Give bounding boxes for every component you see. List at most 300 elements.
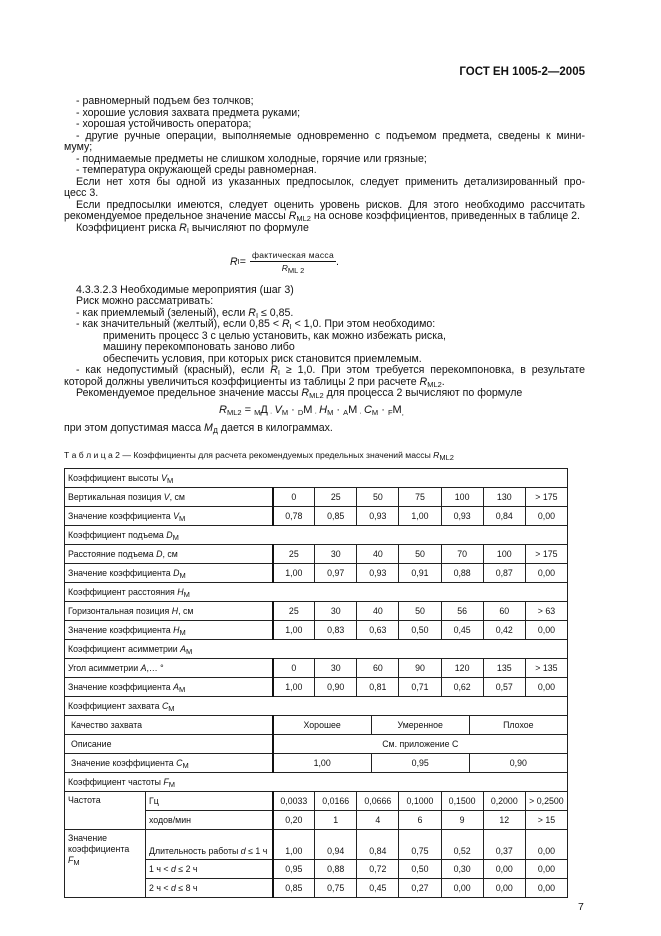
value-cell: 0,0166	[315, 792, 357, 811]
text: Угол асимметрии	[68, 663, 141, 673]
coefficient-label	[65, 830, 146, 898]
table-row	[65, 830, 568, 860]
text: ≤ 0,85.	[258, 307, 294, 319]
text: Значение коэффициента	[68, 833, 130, 854]
subscript: I	[277, 368, 280, 377]
bullet: - хорошая устойчивость оператора;	[76, 118, 252, 130]
paragraph: Если предпосылки имеются, следует оценить уровень рисков. Для этого необходимо рассчитать	[76, 199, 585, 211]
row-label	[65, 621, 273, 640]
symbol: H	[319, 404, 328, 416]
section-row	[65, 640, 568, 659]
duration-label	[146, 830, 273, 860]
symbol: A	[180, 644, 187, 654]
subscript: F	[387, 408, 393, 417]
symbol: C	[363, 404, 372, 416]
value-cell: 0,00	[483, 860, 525, 879]
frequency-label: Частота	[65, 792, 146, 830]
value-cell: 0,85	[273, 879, 315, 898]
operator: Д	[260, 404, 268, 416]
section-title	[65, 640, 568, 659]
value-cell: 0,00	[525, 830, 567, 860]
section-title	[65, 583, 568, 602]
text: дается в килограммах.	[217, 422, 333, 434]
subscript: М	[172, 533, 179, 542]
subscript: М	[186, 647, 193, 656]
grip-subtable	[274, 735, 568, 753]
paragraph-cont: цесс 3.	[64, 187, 99, 199]
text: Коэффициент подъема	[68, 530, 167, 540]
section-title	[65, 773, 568, 792]
symbol: R	[433, 450, 440, 460]
subscript: М	[371, 408, 379, 417]
subscript: М	[168, 780, 175, 789]
symbol: V	[161, 473, 167, 483]
table-row	[65, 507, 568, 526]
subscript: A	[343, 408, 349, 417]
value-cell: Плохое	[469, 716, 567, 734]
subscript: ML2	[296, 214, 311, 223]
subscript: ML2	[439, 453, 454, 462]
value-cell: 0,1000	[399, 792, 441, 811]
text: 1 ч <	[149, 864, 171, 874]
text: Вертикальная позиция	[68, 492, 164, 502]
subscript: I	[289, 322, 292, 331]
subscript: ,	[401, 408, 404, 417]
value-cell: 0,62	[441, 678, 483, 697]
value-cell: 0,85	[315, 507, 357, 526]
value-cell: 0,1500	[441, 792, 483, 811]
subscript: ML2	[226, 408, 242, 417]
row-label	[65, 545, 273, 564]
mass-formula	[219, 404, 404, 416]
subscript: М	[168, 704, 175, 713]
value-cell: 1,00	[273, 621, 315, 640]
text: , см	[169, 492, 185, 502]
unit-label: ходов/мин	[146, 811, 273, 830]
row-label	[65, 754, 273, 773]
value-cell: 6	[399, 811, 441, 830]
value-cell: 0,45	[441, 621, 483, 640]
text: - как приемлемый (зеленый), если	[76, 307, 249, 319]
text: Коэффициент расстояния	[68, 587, 178, 597]
value-cell: 0,81	[357, 678, 399, 697]
value-cell: 135	[483, 659, 525, 678]
value-cell: 0,2000	[483, 792, 525, 811]
text: которой должны увеличиться коэффициенты из таблицы 2 при расчете	[64, 376, 420, 388]
subscript: М	[183, 590, 190, 599]
subscript: ·	[312, 408, 320, 417]
grip-values	[273, 735, 568, 754]
subscript: М	[179, 514, 186, 523]
subscript: М	[179, 685, 186, 694]
value-cell: 25	[315, 488, 357, 507]
subscript: М	[73, 858, 80, 867]
text: - как значительный (желтый), если 0,85 <	[76, 318, 282, 330]
value-cell: См. приложение С	[382, 739, 459, 749]
text: Длительность работы	[149, 846, 241, 856]
subscript: I	[255, 311, 259, 320]
value-cell: 0,00	[525, 564, 567, 583]
paragraph	[64, 422, 333, 434]
value-cell: 0,57	[483, 678, 525, 697]
value-cell: 0,30	[441, 860, 483, 879]
text: Горизонтальная позиция	[68, 606, 172, 616]
bullet: - равномерный подъем без толчков;	[76, 95, 254, 107]
symbol: d	[240, 846, 246, 856]
subscript: ML2	[427, 380, 442, 389]
sub-item: машину перекомпоновать заново либо	[103, 341, 295, 353]
value-cell: 0,00	[525, 621, 567, 640]
grip-subtable	[274, 754, 568, 772]
value-cell: 9	[441, 811, 483, 830]
symbol: D	[156, 549, 163, 559]
text: ≥ 1,0. При этом требуется перекомпоновка, в результате	[279, 364, 585, 376]
value-cell: 40	[357, 602, 399, 621]
subscript: М	[327, 408, 334, 417]
text: Расстояние подъема	[68, 549, 157, 559]
value-cell: 0,0033	[273, 792, 315, 811]
text: для процесса 2 вычисляют по формуле	[323, 387, 523, 399]
value-cell: 0,90	[469, 754, 567, 772]
value-cell: 4	[357, 811, 399, 830]
symbol: A	[140, 663, 147, 673]
table-caption	[64, 450, 454, 460]
text: Значение коэффициента	[68, 511, 174, 521]
value-cell: 60	[357, 659, 399, 678]
subscript: ML 2	[287, 266, 305, 275]
text: на основе коэффициентов, приведенных в таблице 2.	[310, 210, 580, 222]
table-row	[65, 735, 568, 754]
value-cell: 50	[399, 545, 441, 564]
text: Описание	[71, 739, 112, 749]
value-cell: > 15	[525, 811, 567, 830]
value-cell: 0,00	[525, 860, 567, 879]
text: рекомендуемое предельное значение массы	[64, 210, 289, 222]
symbol: H	[171, 606, 179, 616]
symbol: H	[177, 587, 184, 597]
section-row	[65, 773, 568, 792]
text: ,… °	[146, 663, 164, 673]
text: вычисляют по формуле	[188, 222, 309, 234]
equals: =	[239, 255, 246, 268]
value-cell: 30	[315, 659, 357, 678]
text: Качество захвата	[71, 720, 143, 730]
value-cell: 0,84	[483, 507, 525, 526]
text: Значение коэффициента	[68, 625, 174, 635]
value-cell: 25	[273, 602, 315, 621]
value-cell: 0,63	[357, 621, 399, 640]
value-cell: 0,97	[315, 564, 357, 583]
subscript: М	[179, 628, 186, 637]
numerator: фактическая масса	[251, 250, 335, 260]
text: Коэффициент высоты	[68, 473, 162, 483]
symbol: A	[173, 682, 180, 692]
value-cell: 30	[315, 545, 357, 564]
value-cell: 0,83	[315, 621, 357, 640]
paragraph-cont	[64, 210, 580, 222]
subscript: ML2	[309, 391, 324, 400]
punct: .	[336, 255, 339, 268]
value-cell: 100	[441, 488, 483, 507]
row-label	[65, 507, 273, 526]
text: Значение коэффициента	[68, 568, 174, 578]
value-cell: 50	[357, 488, 399, 507]
value-cell: 0,00	[525, 507, 567, 526]
symbol: R	[281, 263, 288, 273]
value-cell: 0,94	[315, 830, 357, 860]
paragraph	[76, 387, 522, 399]
grip-subtable	[274, 716, 568, 734]
table-row	[65, 754, 568, 773]
row-label	[65, 659, 273, 678]
bullet	[76, 318, 435, 330]
value-cell: 0,27	[399, 879, 441, 898]
value-cell: 0	[273, 659, 315, 678]
text: Коэффициент частоты	[68, 777, 164, 787]
section-row	[65, 526, 568, 545]
grip-values	[273, 716, 568, 735]
text: , см	[162, 549, 178, 559]
document-header: ГОСТ ЕН 1005-2—2005	[459, 66, 585, 78]
section-row	[65, 583, 568, 602]
value-cell: 130	[483, 488, 525, 507]
bullet	[76, 364, 585, 376]
value-cell: 1	[315, 811, 357, 830]
section-row	[65, 469, 568, 488]
sub-item: обеспечить условия, при которых риск становится приемлемым.	[103, 353, 422, 365]
symbol: F	[163, 777, 169, 787]
grip-subrow	[274, 735, 568, 753]
value-cell: > 135	[525, 659, 567, 678]
value-cell: 1,00	[273, 830, 315, 860]
risk-formula: R I = $\frac{\text{фактическая масса}}{R_{ML 2}}$ .	[230, 250, 339, 275]
symbol: C	[176, 758, 183, 768]
table-row	[65, 792, 568, 811]
table-row	[65, 602, 568, 621]
row-label	[65, 488, 273, 507]
text: ≤ 8 ч	[175, 883, 198, 893]
value-cell: 0,50	[399, 621, 441, 640]
value-cell: 40	[357, 545, 399, 564]
operator: М	[392, 404, 402, 416]
symbol: R	[179, 222, 187, 234]
value-cell: 75	[399, 488, 441, 507]
subscript: М	[182, 761, 189, 770]
value-cell: 0,93	[441, 507, 483, 526]
sub-item: применить процесс 3 с целью установить, как можно избежать риска,	[103, 330, 446, 342]
text: ≤ 2 ч	[175, 864, 198, 874]
section-title	[65, 526, 568, 545]
value-cell: 0,88	[315, 860, 357, 879]
section-title	[65, 697, 568, 716]
value-cell: 0,87	[483, 564, 525, 583]
value-cell: > 175	[525, 545, 567, 564]
page-number: 7	[578, 901, 584, 913]
value-cell: 1,00	[399, 507, 441, 526]
symbol: R	[230, 255, 238, 268]
operator: =	[241, 404, 255, 416]
operator: М	[348, 404, 358, 416]
section-row	[65, 697, 568, 716]
subscript: I	[186, 226, 189, 235]
paragraph: Если нет хотя бы одной из указанных предпосылок, следует применить детализированный про-	[76, 176, 585, 188]
text: Т а б л и ц а 2 — Коэффициенты для расчета рекомендуемых предельных значений массы	[64, 450, 434, 460]
grip-values	[273, 754, 568, 773]
table-row	[65, 659, 568, 678]
grip-subrow	[274, 754, 568, 772]
fraction	[250, 250, 336, 273]
bullet: - поднимаемые предметы не слишком холодные, горячие или грязные;	[76, 153, 427, 165]
value-cell: 50	[399, 602, 441, 621]
symbol: R	[288, 210, 297, 222]
row-label	[65, 564, 273, 583]
row-label	[65, 735, 273, 754]
symbol: V	[274, 404, 282, 416]
symbol: R	[301, 387, 310, 399]
table-row	[65, 564, 568, 583]
table-row	[65, 716, 568, 735]
row-label	[65, 602, 273, 621]
value-cell: > 0,2500	[525, 792, 567, 811]
row-label	[65, 716, 273, 735]
symbol: R	[270, 364, 278, 376]
value-cell: 70	[441, 545, 483, 564]
operator: ·	[333, 404, 344, 416]
value-cell: 0,37	[483, 830, 525, 860]
value-cell: 1,00	[313, 758, 331, 768]
value-cell: 0,72	[357, 860, 399, 879]
value-cell: 0,45	[357, 879, 399, 898]
unit-label: Гц	[146, 792, 273, 811]
symbol: C	[161, 701, 169, 711]
symbol: R	[248, 307, 256, 319]
operator: ·	[288, 404, 298, 416]
text: Рекомендуемое предельное значение массы	[76, 387, 302, 399]
text: Коэффициент асимметрии	[68, 644, 181, 654]
table-row	[65, 545, 568, 564]
symbol: d	[170, 864, 176, 874]
value-cell: 12	[483, 811, 525, 830]
operator: М	[303, 404, 313, 416]
table-row	[65, 621, 568, 640]
text: .	[441, 376, 445, 388]
duration-label	[146, 860, 273, 879]
value-cell: 0,93	[357, 507, 399, 526]
subscript: D	[297, 408, 304, 417]
bullet: - хорошие условия захвата предмета руками;	[76, 107, 301, 119]
paragraph: Риск можно рассматривать:	[76, 295, 214, 307]
symbol: F	[68, 855, 74, 865]
symbol: d	[170, 883, 176, 893]
value-cell: 0,52	[441, 830, 483, 860]
table-row	[65, 678, 568, 697]
value-cell: 30	[315, 602, 357, 621]
bullet: - другие ручные операции, выполняемые одновременно с подъемом предмета, сведены к мини-	[76, 130, 585, 142]
value-cell: 0,91	[399, 564, 441, 583]
duration-label	[146, 879, 273, 898]
value-cell: 60	[483, 602, 525, 621]
paragraph	[76, 222, 309, 234]
text: Коэффициент захвата	[68, 701, 162, 711]
value-cell: 0,00	[525, 879, 567, 898]
text: 2 ч <	[149, 883, 171, 893]
subscript: М	[166, 476, 174, 485]
text: Коэффициент риска	[76, 222, 180, 234]
value-cell: 0,84	[357, 830, 399, 860]
value-cell: 56	[441, 602, 483, 621]
value-cell: 0,50	[399, 860, 441, 879]
value-cell: 90	[399, 659, 441, 678]
value-cell: > 175	[525, 488, 567, 507]
value-cell: 0,00	[441, 879, 483, 898]
table-row	[65, 488, 568, 507]
bullet-cont: муму;	[64, 141, 93, 153]
symbol: M	[204, 422, 213, 434]
value-cell: 0,90	[315, 678, 357, 697]
row-label	[65, 678, 273, 697]
value-cell: 0,88	[441, 564, 483, 583]
text: , см	[178, 606, 194, 616]
text: < 1,0. При этом необходимо:	[291, 318, 436, 330]
value-cell: 120	[441, 659, 483, 678]
value-cell: 25	[273, 545, 315, 564]
subscript: М	[281, 408, 289, 417]
symbol: R	[419, 376, 428, 388]
value-cell: 0,75	[315, 879, 357, 898]
operator: ·	[378, 404, 388, 416]
text: при этом допустимая масса	[64, 422, 205, 434]
grip-subrow	[274, 716, 568, 734]
coefficients-table	[64, 468, 568, 898]
value-cell: 0,95	[371, 754, 469, 772]
value-cell: 0,0666	[357, 792, 399, 811]
value-cell: 100	[483, 545, 525, 564]
subscript: ·	[357, 408, 364, 417]
value-cell: 0,71	[399, 678, 441, 697]
value-cell: Хорошее	[303, 720, 341, 730]
value-cell: 0,78	[273, 507, 315, 526]
value-cell: 0,20	[273, 811, 315, 830]
text: - как недопустимый (красный), если	[76, 364, 271, 376]
value-cell: Умеренное	[371, 716, 469, 734]
symbol: D	[173, 568, 180, 578]
value-cell: 0,95	[273, 860, 315, 879]
value-cell: > 63	[525, 602, 567, 621]
subscript: ·	[267, 408, 275, 417]
value-cell: 0,00	[525, 678, 567, 697]
value-cell: 0	[273, 488, 315, 507]
value-cell: 0,00	[483, 879, 525, 898]
section-title	[65, 469, 568, 488]
symbol: D	[166, 530, 173, 540]
denominator	[282, 262, 305, 273]
value-cell: 0,93	[357, 564, 399, 583]
symbol: H	[173, 625, 180, 635]
subscript: M	[254, 408, 261, 417]
value-cell: 1,00	[273, 564, 315, 583]
symbol: R	[219, 404, 227, 416]
value-cell: 0,42	[483, 621, 525, 640]
value-cell: 1,00	[273, 678, 315, 697]
text: Значение коэффициента	[71, 758, 177, 768]
subscript: Д	[212, 426, 218, 435]
symbol: V	[173, 511, 180, 521]
text: ≤ 1 ч	[245, 846, 268, 856]
section-heading: 4.3.3.2.3 Необходимые мероприятия (шаг 3)	[76, 284, 294, 296]
symbol: R	[281, 318, 290, 330]
text: Значение коэффициента	[68, 682, 174, 692]
subscript: М	[179, 571, 186, 580]
